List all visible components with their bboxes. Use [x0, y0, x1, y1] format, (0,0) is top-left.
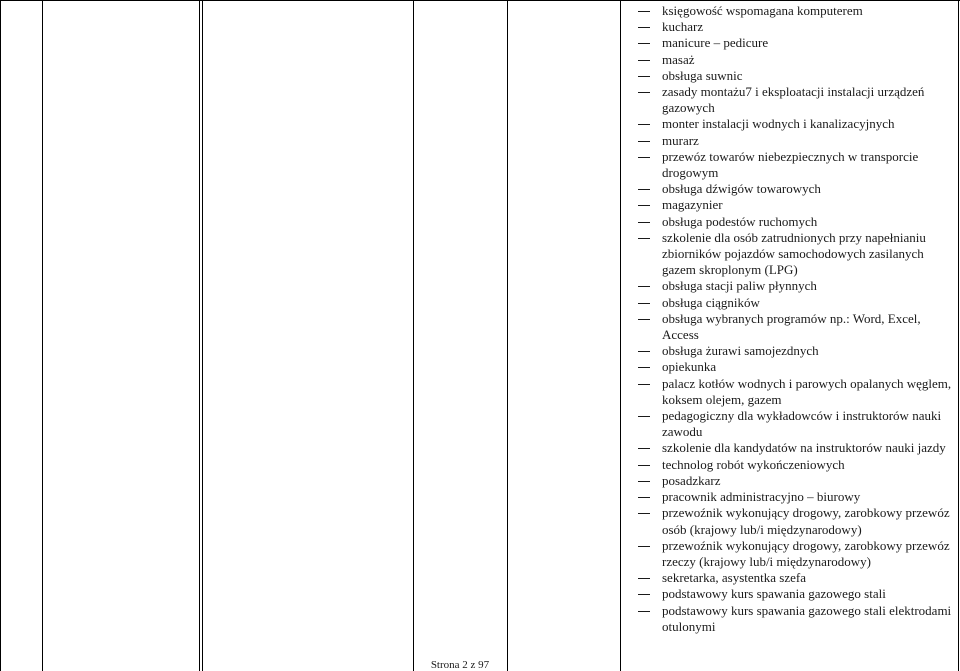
list-item: obsługa żurawi samojezdnych — [622, 343, 956, 359]
list-item: księgowość wspomagana komputerem — [622, 3, 956, 19]
list-item: szkolenie dla kandydatów na instruktorów nauki jazdy — [622, 440, 956, 456]
table-column-border-7 — [620, 0, 621, 671]
list-item: przewoźnik wykonujący drogowy, zarobkowy przewóz rzeczy (krajowy lub/i międzynarodowy) — [622, 538, 956, 570]
list-item: obsługa ciągników — [622, 295, 956, 311]
page-number-footer: Strona 2 z 97 — [430, 659, 490, 671]
table-column-border-8 — [958, 0, 959, 671]
list-item: pracownik administracyjno – biurowy — [622, 489, 956, 505]
table-column-border-5 — [413, 0, 414, 671]
list-item: podstawowy kurs spawania gazowego stali elektrodami otulonymi — [622, 603, 956, 635]
list-item: opiekunka — [622, 359, 956, 375]
list-item: manicure – pedicure — [622, 35, 956, 51]
list-item: obsługa wybranych programów np.: Word, Excel, Access — [622, 311, 956, 343]
list-item: technolog robót wykończeniowych — [622, 457, 956, 473]
list-item: kucharz — [622, 19, 956, 35]
table-column-border-1 — [0, 0, 1, 671]
list-item: obsługa dźwigów towarowych — [622, 181, 956, 197]
list-item: zasady montażu7 i eksploatacji instalacji urządzeń gazowych — [622, 84, 956, 116]
list-item: masaż — [622, 52, 956, 68]
table-border-top — [0, 0, 960, 1]
list-item: obsługa stacji paliw płynnych — [622, 278, 956, 294]
table-column-border-3 — [199, 0, 200, 671]
course-list-cell — [622, 3, 956, 635]
list-item: pedagogiczny dla wykładowców i instruktorów nauki zawodu — [622, 408, 956, 440]
list-item: przewóz towarów niebezpiecznych w transporcie drogowym — [622, 149, 956, 181]
table-column-border-2 — [42, 0, 43, 671]
list-item: przewoźnik wykonujący drogowy, zarobkowy przewóz osób (krajowy lub/i międzynarodowy) — [622, 505, 956, 537]
list-item: obsługa podestów ruchomych — [622, 214, 956, 230]
table-column-border-4 — [202, 0, 203, 671]
list-item: podstawowy kurs spawania gazowego stali — [622, 586, 956, 602]
list-item: murarz — [622, 133, 956, 149]
list-item: posadzkarz — [622, 473, 956, 489]
list-item: obsługa suwnic — [622, 68, 956, 84]
list-item: monter instalacji wodnych i kanalizacyjnych — [622, 116, 956, 132]
list-item: magazynier — [622, 197, 956, 213]
table-column-border-6 — [507, 0, 508, 671]
course-list — [622, 3, 956, 635]
list-item: szkolenie dla osób zatrudnionych przy napełnianiu zbiorników pojazdów samochodowych zasilanych gazem skroplonym (LPG) — [622, 230, 956, 279]
list-item: sekretarka, asystentka szefa — [622, 570, 956, 586]
list-item: palacz kotłów wodnych i parowych opalanych węglem, koksem olejem, gazem — [622, 376, 956, 408]
